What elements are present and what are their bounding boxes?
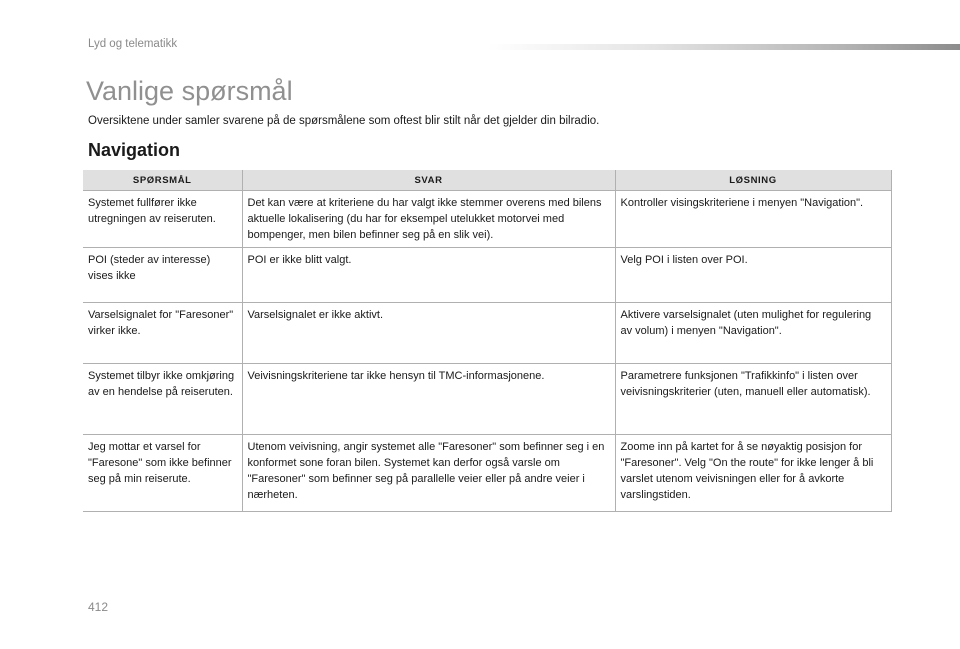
answer-cell: Det kan være at kriteriene du har valgt ikke stemmer overens med bilens aktuelle lokalisering (du har for eksempel utelukket motorvei med bompenger, men bilen befinner seg på en slik vei). bbox=[242, 191, 615, 248]
question-cell: Systemet fullfører ikke utregningen av reiseruten. bbox=[83, 191, 242, 248]
answer-cell: POI er ikke blitt valgt. bbox=[242, 248, 615, 303]
answer-cell: Veivisningskriteriene tar ikke hensyn til TMC-informasjonene. bbox=[242, 364, 615, 435]
column-header-question: SPØRSMÅL bbox=[83, 170, 242, 191]
question-cell: Jeg mottar et varsel for "Faresone" som ikke befinner seg på min reiserute. bbox=[83, 435, 242, 512]
section-heading: Navigation bbox=[88, 140, 181, 160]
table-row bbox=[83, 191, 891, 248]
question-cell: Systemet tilbyr ikke omkjøring av en hendelse på reiseruten. bbox=[83, 364, 242, 435]
chapter-label: Lyd og telematikk bbox=[88, 38, 178, 50]
column-header-solution: LØSNING bbox=[615, 170, 891, 191]
table-row bbox=[83, 248, 891, 303]
answer-cell: Varselsignalet er ikke aktivt. bbox=[242, 303, 615, 364]
table-row bbox=[83, 435, 891, 512]
table-header-row bbox=[83, 170, 891, 191]
faq-table bbox=[83, 170, 892, 512]
solution-cell: Zoome inn på kartet for å se nøyaktig posisjon for "Faresoner". Velg "On the route" for ikke lenger å bli varslet utenom veivisningen eller for å avkorte varslingstiden. bbox=[615, 435, 891, 512]
table-row bbox=[83, 364, 891, 435]
column-header-answer: SVAR bbox=[242, 170, 615, 191]
page-title: Vanlige spørsmål bbox=[86, 76, 293, 106]
solution-cell: Aktivere varselsignalet (uten mulighet for regulering av volum) i menyen "Navigation". bbox=[615, 303, 891, 364]
question-cell: POI (steder av interesse) vises ikke bbox=[83, 248, 242, 303]
solution-cell: Velg POI i listen over POI. bbox=[615, 248, 891, 303]
table-row bbox=[83, 303, 891, 364]
solution-cell: Parametrere funksjonen "Trafikkinfo" i listen over veivisningskriterier (uten, manuell eller automatisk). bbox=[615, 364, 891, 435]
answer-cell: Utenom veivisning, angir systemet alle "Faresoner" som befinner seg i en konformet sone foran bilen. Systemet kan derfor også varsle om "Faresoner" som befinner seg på parallelle veier eller på andre veier i nærheten. bbox=[242, 435, 615, 512]
solution-cell: Kontroller visingskriteriene i menyen "Navigation". bbox=[615, 191, 891, 248]
header-gradient-bar bbox=[488, 44, 960, 50]
page-subtitle: Oversiktene under samler svarene på de spørsmålene som oftest blir stilt når det gjelder din bilradio. bbox=[88, 115, 600, 127]
page-number: 412 bbox=[88, 600, 109, 614]
question-cell: Varselsignalet for "Faresoner" virker ikke. bbox=[83, 303, 242, 364]
